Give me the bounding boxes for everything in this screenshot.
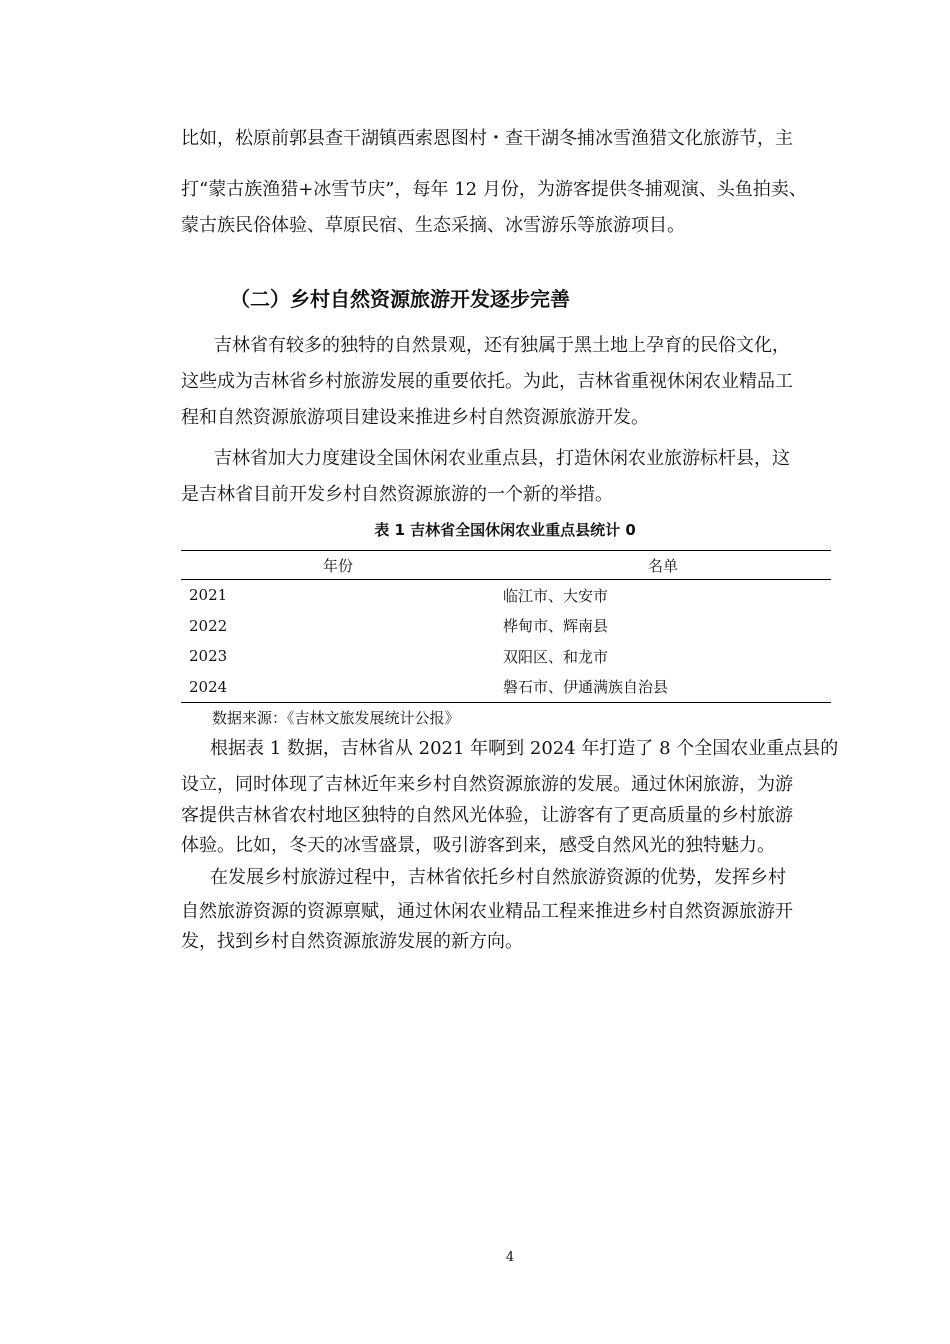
paragraph-line: 自然旅游资源的资源禀赋，通过休闲农业精品工程来推进乡村自然资源旅游开 xyxy=(181,901,793,922)
table-row xyxy=(181,672,831,703)
table-cell-list: 双阳区、和龙市 xyxy=(503,647,609,666)
paragraph-line: 客提供吉林省农村地区独特的自然风光体验，让游客有了更高质量的乡村旅游 xyxy=(181,805,793,826)
paragraph-line: 打“蒙古族渔猎+冰雪节庆”，每年 12 月份，为游客提供冬捕观演、头鱼拍卖、 xyxy=(181,179,807,200)
table-row xyxy=(181,611,831,642)
table-cell-year: 2024 xyxy=(189,677,228,696)
paragraph-line: 这些成为吉林省乡村旅游发展的重要依托。为此，吉林省重视休闲农业精品工 xyxy=(181,371,793,392)
paragraph-line: 设立，同时体现了吉林近年来乡村自然资源旅游的发展。通过休闲旅游，为游 xyxy=(181,774,793,795)
paragraph-line: 根据表 1 数据，吉林省从 2021 年啊到 2024 年打造了 8 个全国农业重点县的 xyxy=(210,738,839,759)
statistics-table xyxy=(181,550,831,703)
paragraph-line: 在发展乡村旅游过程中，吉林省依托乡村自然旅游资源的优势，发挥乡村 xyxy=(210,867,786,888)
table-row xyxy=(181,580,831,611)
table-row xyxy=(181,641,831,672)
section-heading: （二）乡村自然资源旅游开发逐步完善 xyxy=(230,287,570,311)
column-header-year: 年份 xyxy=(322,556,353,575)
table-cell-year: 2022 xyxy=(189,616,228,635)
paragraph-line: 吉林省加大力度建设全国休闲农业重点县，打造休闲农业旅游标杆县，这 xyxy=(214,448,790,469)
column-header-list: 名单 xyxy=(647,556,678,575)
table-source-note: 数据来源：《吉林文旅发展统计公报》 xyxy=(212,709,460,727)
table-cell-list: 桦甸市、辉南县 xyxy=(503,617,609,636)
paragraph-line: 比如，松原前郭县查干湖镇西索恩图村・查干湖冬捕冰雪渔猎文化旅游节，主 xyxy=(181,128,793,149)
table-caption: 表 1 吉林省全国休闲农业重点县统计 0 xyxy=(374,521,636,539)
paragraph-line: 程和自然资源旅游项目建设来推进乡村自然资源旅游开发。 xyxy=(181,407,649,428)
page-number: 4 xyxy=(505,1250,515,1265)
paragraph-line: 吉林省有较多的独特的自然景观，还有独属于黑土地上孕育的民俗文化， xyxy=(214,335,790,356)
table-cell-year: 2021 xyxy=(189,586,228,605)
table-header-row xyxy=(181,551,831,580)
table-cell-year: 2023 xyxy=(189,647,228,666)
paragraph-line: 是吉林省目前开发乡村自然资源旅游的一个新的举措。 xyxy=(181,484,613,505)
paragraph-line: 体验。比如，冬天的冰雪盛景，吸引游客到来，感受自然风光的独特魅力。 xyxy=(181,835,775,856)
table-cell-list: 磐石市、伊通满族自治县 xyxy=(503,678,669,697)
paragraph-line: 发，找到乡村自然资源旅游发展的新方向。 xyxy=(181,931,523,952)
paragraph-line: 蒙古族民俗体验、草原民宿、生态采摘、冰雪游乐等旅游项目。 xyxy=(181,215,685,236)
table-cell-list: 临江市、大安市 xyxy=(503,586,609,605)
